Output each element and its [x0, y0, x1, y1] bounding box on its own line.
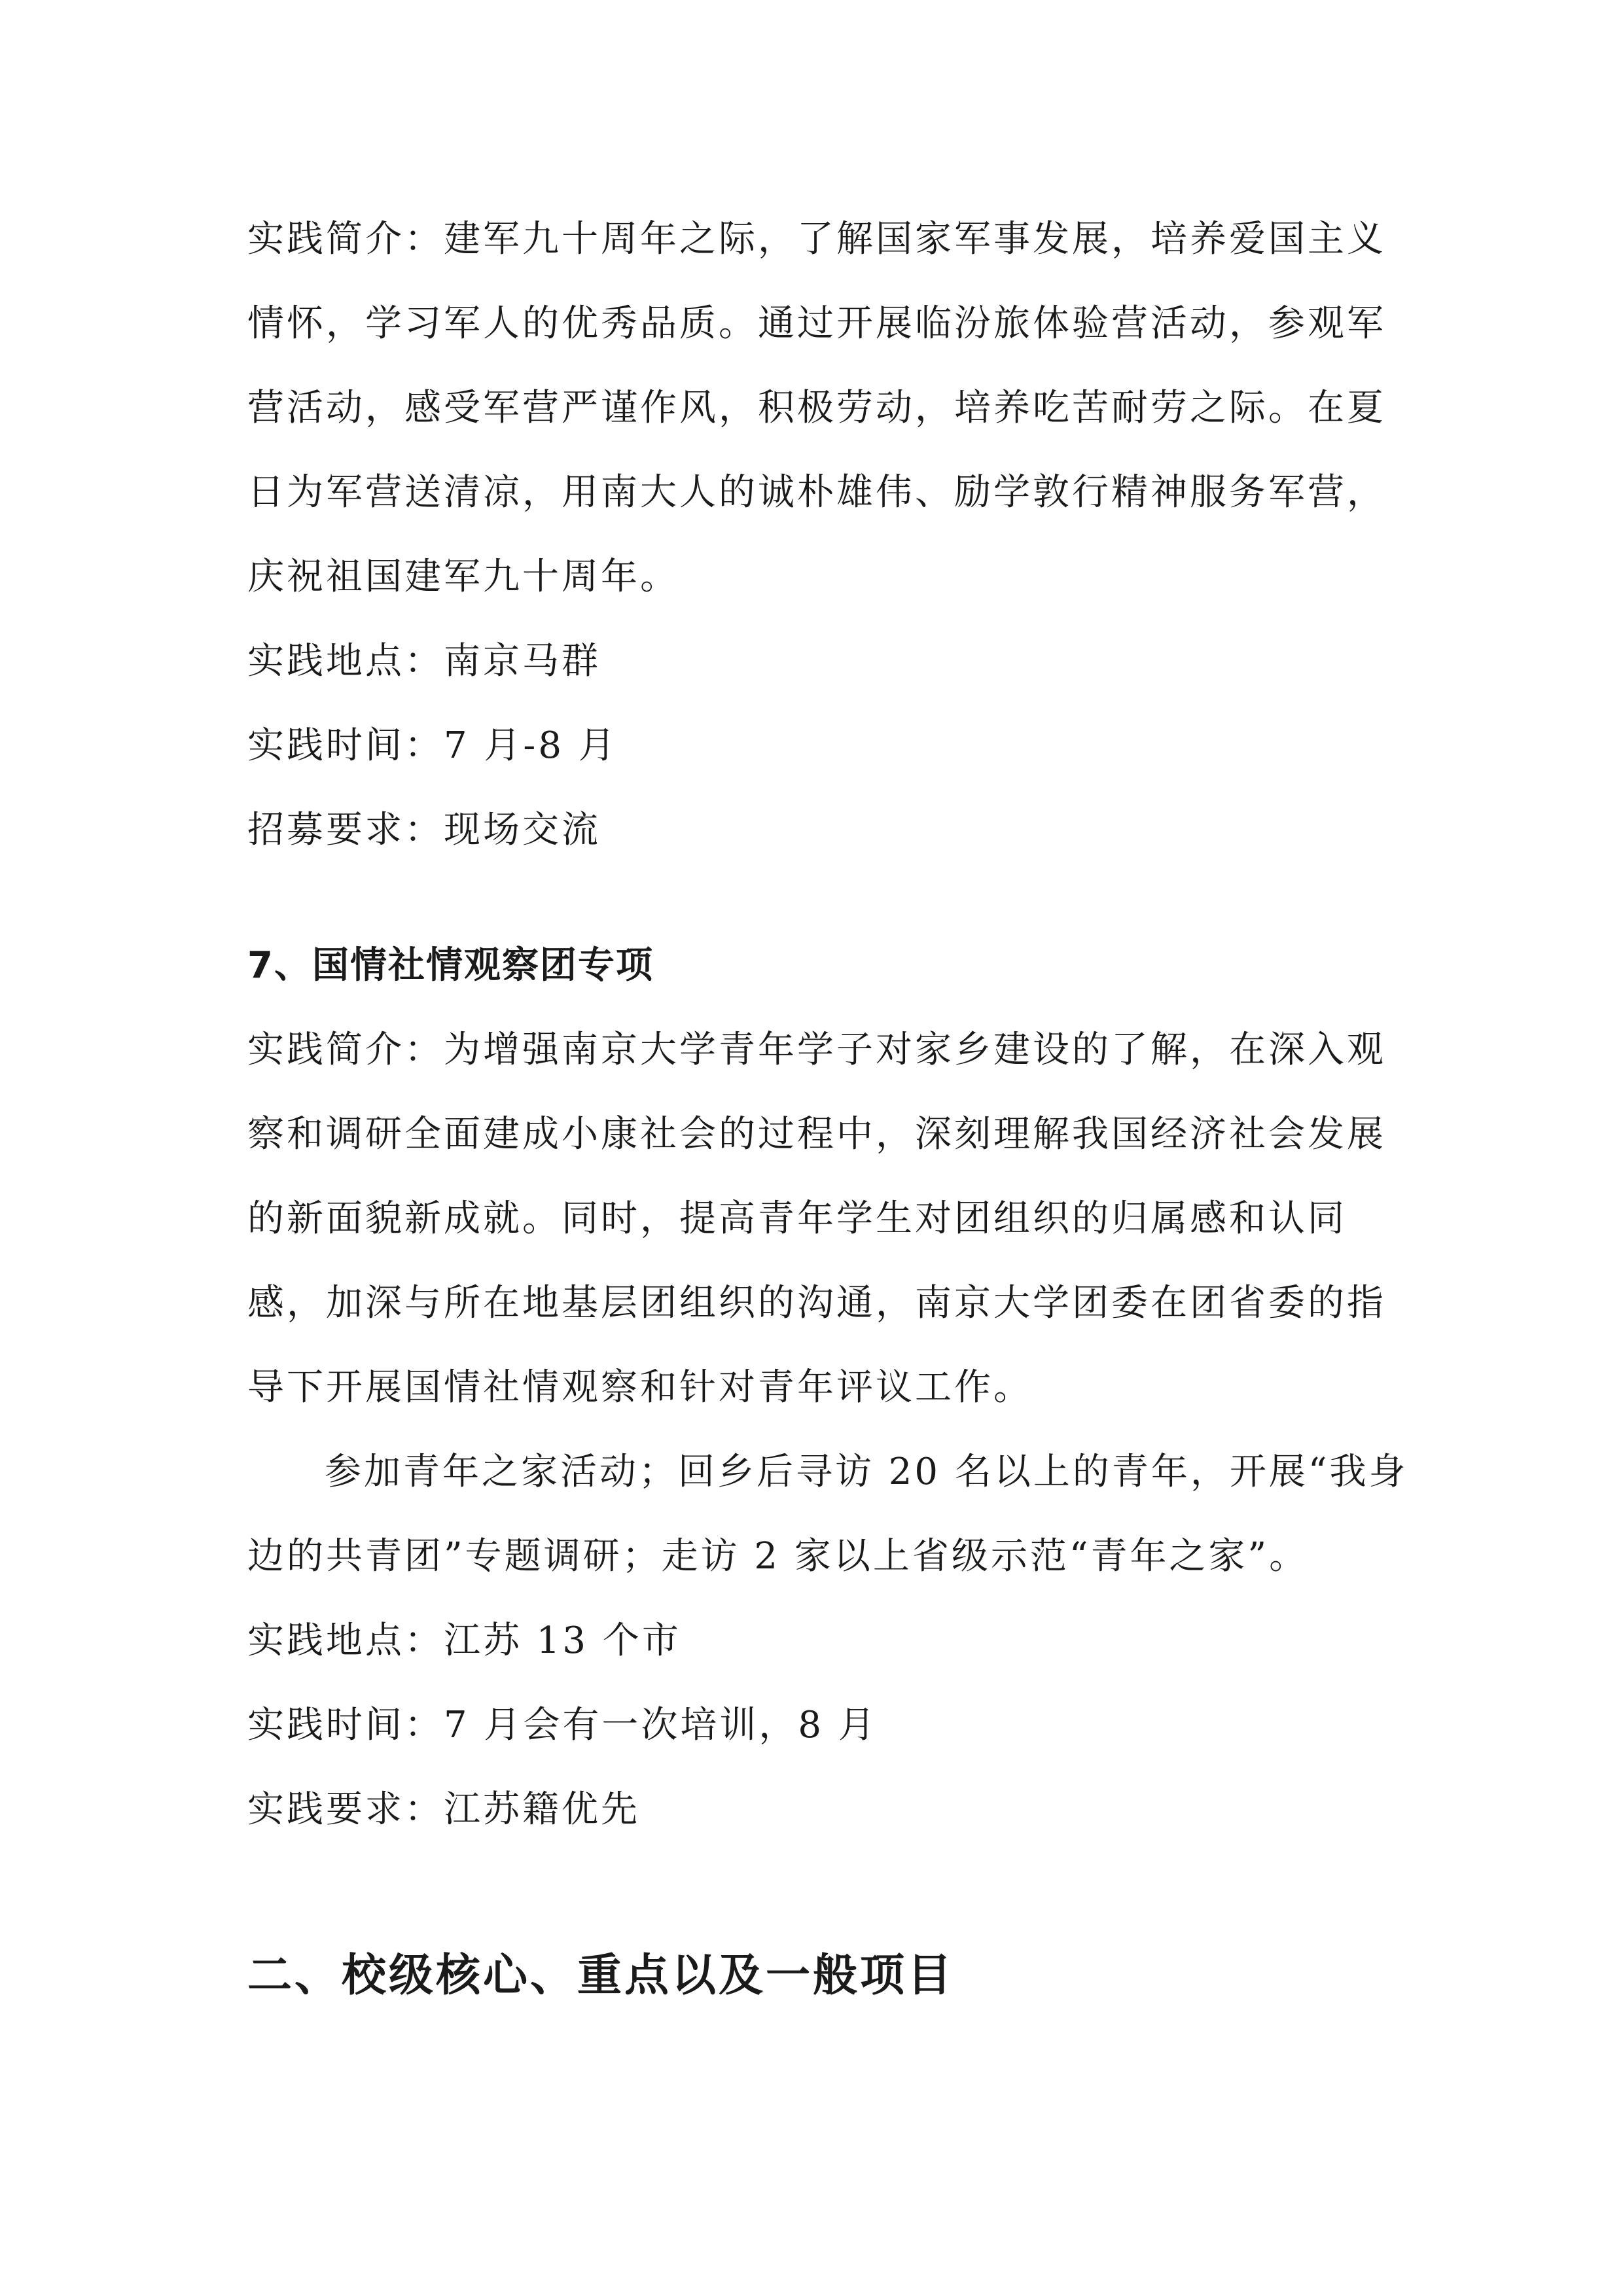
activity-line-2: 边的共青团”专题调研；走访 2 家以上省级示范“青年之家”。: [247, 1535, 1309, 1578]
project-heading: 7、国情社情观察团专项: [247, 944, 654, 987]
intro-line-3: 营活动，感受军营严谨作风，积极劳动，培养吃苦耐劳之际。在夏: [247, 387, 1386, 429]
intro-line-2: 察和调研全面建成小康社会的过程中，深刻理解我国经济社会发展: [247, 1113, 1386, 1156]
practice-location: 实践地点：江苏 13 个市: [247, 1619, 681, 1662]
recruit-requirement: 招募要求：现场交流: [247, 809, 601, 851]
intro-line-5: 庆祝祖国建军九十周年。: [247, 556, 679, 598]
practice-time: 实践时间：7 月-8 月: [247, 724, 618, 767]
intro-line-4: 日为军营送清凉，用南大人的诚朴雄伟、励学敦行精神服务军营，: [247, 471, 1386, 514]
intro-line-1: 实践简介：为增强南京大学青年学子对家乡建设的了解，在深入观: [247, 1029, 1386, 1071]
practice-time: 实践时间：7 月会有一次培训，8 月: [247, 1704, 878, 1746]
intro-line-4: 感，加深与所在地基层团组织的沟通，南京大学团委在团省委的指: [247, 1282, 1386, 1324]
practice-location: 实践地点：南京马群: [247, 640, 601, 682]
intro-line-5: 导下开展国情社情观察和针对青年评议工作。: [247, 1366, 1033, 1409]
intro-line-2: 情怀，学习军人的优秀品质。通过开展临汾旅体验营活动，参观军: [247, 302, 1386, 345]
section-heading: 二、校级核心、重点以及一般项目: [247, 1950, 955, 2002]
practice-requirement: 实践要求：江苏籍优先: [247, 1788, 640, 1831]
intro-line-1: 实践简介：建军九十周年之际，了解国家军事发展，培养爱国主义: [247, 218, 1386, 260]
intro-line-3: 的新面貌新成就。同时，提高青年学生对团组织的归属感和认同: [247, 1197, 1347, 1240]
activity-line-1: 参加青年之家活动；回乡后寻访 20 名以上的青年，开展“我身: [325, 1451, 1408, 1493]
